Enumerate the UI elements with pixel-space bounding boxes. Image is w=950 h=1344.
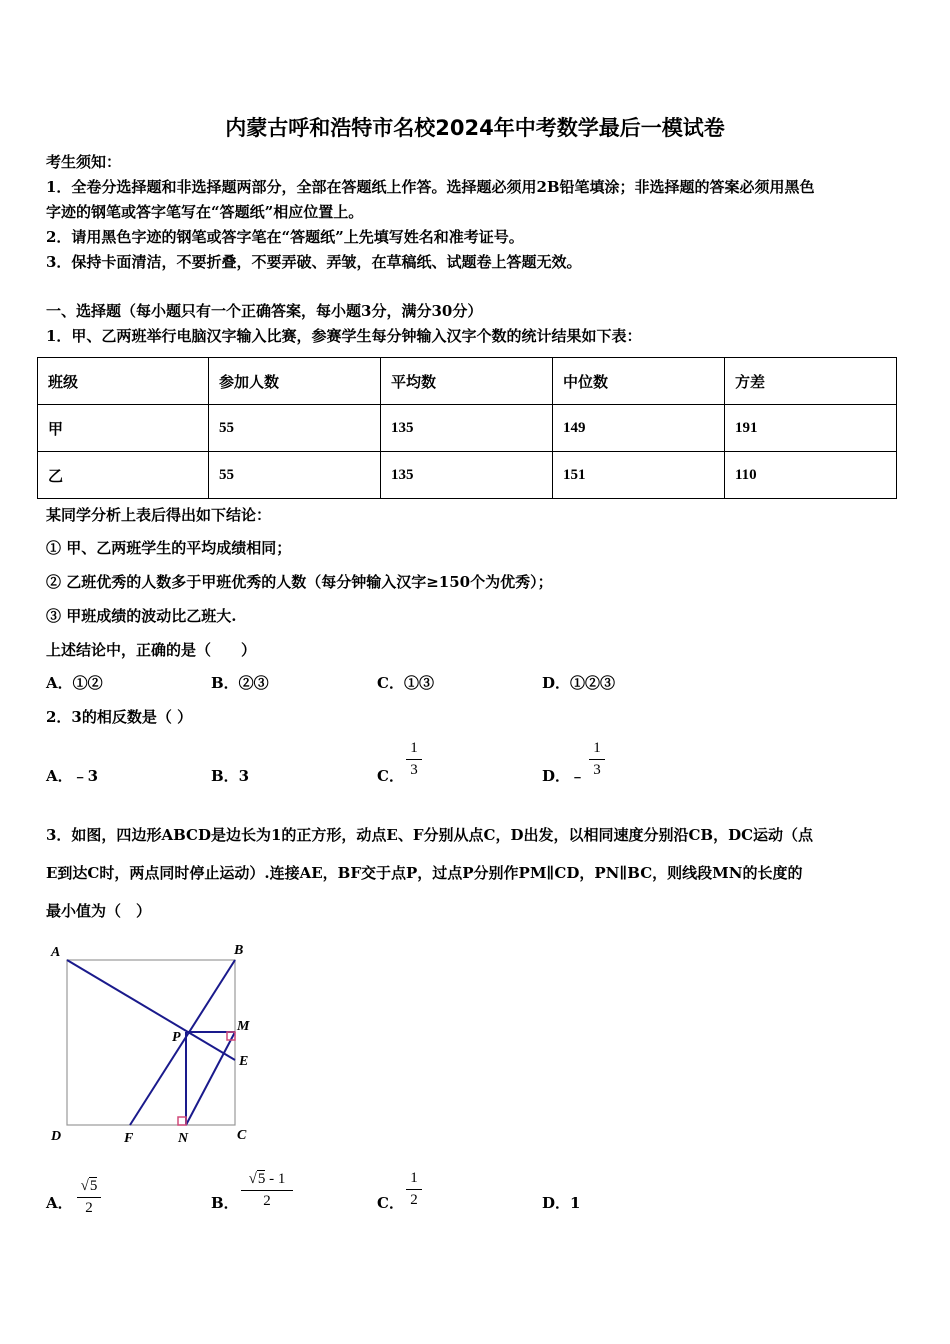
table-header-cell: 平均数 xyxy=(381,358,553,405)
conclusion-item: ① 甲、乙两班学生的平均成绩相同； xyxy=(46,539,292,557)
point-label-p: P xyxy=(172,1030,181,1045)
page-title: 内蒙古呼和浩特市名校2024年中考数学最后一模试卷 xyxy=(225,116,725,140)
table-cell: 135 xyxy=(381,452,553,499)
option-c[interactable]: C． xyxy=(377,1194,404,1212)
statistics-table xyxy=(37,357,897,499)
option-c[interactable]: C．①③ xyxy=(377,674,434,692)
point-label-f: F xyxy=(124,1131,134,1146)
table-cell: 55 xyxy=(209,405,381,452)
point-label-n: N xyxy=(178,1131,189,1146)
table-header-cell: 方差 xyxy=(725,358,897,405)
option-a[interactable]: A．﹣3 xyxy=(46,767,99,785)
table-header-cell: 班级 xyxy=(38,358,209,405)
radicand: 5 xyxy=(257,1171,266,1187)
segment-ae xyxy=(67,960,235,1060)
option-b[interactable]: B．3 xyxy=(211,767,250,785)
option-b[interactable]: B． xyxy=(211,1194,239,1212)
point-label-e: E xyxy=(239,1054,249,1069)
table-cell: 110 xyxy=(725,452,897,499)
fraction-numerator: 1 xyxy=(589,740,605,760)
notice-item: 2．请用黑色字迹的钢笔或答字笔在“答题纸”上先填写姓名和准考证号。 xyxy=(46,228,524,246)
fraction-numerator: 1 xyxy=(406,1170,422,1190)
numerator-rest: - 1 xyxy=(265,1171,286,1187)
point-label-d: D xyxy=(51,1129,62,1144)
segment-bf xyxy=(130,960,235,1125)
question-3-line: 最小值为（ ） xyxy=(46,902,152,920)
table-cell: 135 xyxy=(381,405,553,452)
table-cell: 149 xyxy=(553,405,725,452)
question-1-prompt: 上述结论中，正确的是（ ） xyxy=(46,641,257,659)
table-header-cell: 中位数 xyxy=(553,358,725,405)
option-d[interactable]: D．①②③ xyxy=(542,674,616,692)
notice-item: 字迹的钢笔或答字笔写在“答题纸”相应位置上。 xyxy=(46,203,364,221)
fraction-numerator: √5 xyxy=(77,1177,101,1198)
fraction-denominator: 3 xyxy=(410,762,418,778)
table-row xyxy=(38,405,897,452)
fraction-one-third xyxy=(589,740,605,779)
notice-item: 1．全卷分选择题和非选择题两部分，全部在答题纸上作答。选择题必须用2B铅笔填涂；非选择题的答案必须用黑色 xyxy=(46,178,815,196)
point-label-b: B xyxy=(234,943,244,958)
question-1-stem: 1．甲、乙两班举行电脑汉字输入比赛，参赛学生每分钟输入汉字个数的统计结果如下表： xyxy=(46,327,642,345)
fraction-one-third xyxy=(406,740,422,779)
table-cell: 甲 xyxy=(38,405,209,452)
table-row xyxy=(38,452,897,499)
option-b[interactable]: B．②③ xyxy=(211,674,269,692)
fraction-denominator: 2 xyxy=(263,1193,271,1209)
question-3-line: E到达C时，两点同时停止运动）.连接AE，BF交于点P，过点P分别作PM∥CD，PN∥BC，则线段MN的长度的 xyxy=(46,864,803,882)
square-outline xyxy=(67,960,235,1125)
point-label-c: C xyxy=(237,1128,247,1143)
fraction-denominator: 3 xyxy=(593,762,601,778)
conclusion-item: ③ 甲班成绩的波动比乙班大. xyxy=(46,607,237,625)
fraction-sqrt5-minus-1-over-2 xyxy=(241,1170,293,1210)
fraction-denominator: 2 xyxy=(410,1192,418,1208)
notice-heading: 考生须知： xyxy=(46,153,122,171)
fraction-denominator: 2 xyxy=(85,1200,93,1216)
table-cell: 55 xyxy=(209,452,381,499)
table-header-cell: 参加人数 xyxy=(209,358,381,405)
option-d[interactable]: D．﹣ xyxy=(542,767,586,785)
option-a[interactable]: A． xyxy=(46,1194,73,1212)
fraction-sqrt5-over-2 xyxy=(77,1177,101,1217)
table-cell: 151 xyxy=(553,452,725,499)
point-label-m: M xyxy=(237,1019,250,1034)
question-2-stem: 2．3的相反数是（ ） xyxy=(46,708,193,726)
analysis-text: 某同学分析上表后得出如下结论： xyxy=(46,506,272,524)
point-label-a: A xyxy=(51,945,61,960)
fraction-numerator: √5 - 1 xyxy=(241,1170,293,1191)
radicand: 5 xyxy=(89,1178,98,1194)
option-a[interactable]: A．①② xyxy=(46,674,103,692)
notice-item: 3．保持卡面清洁，不要折叠，不要弄破、弄皱，在草稿纸、试题卷上答题无效。 xyxy=(46,253,582,271)
table-header-row xyxy=(38,358,897,405)
fraction-one-half xyxy=(406,1170,422,1209)
option-d[interactable]: D．1 xyxy=(542,1194,581,1212)
right-angle-marker xyxy=(178,1117,186,1125)
table-cell: 乙 xyxy=(38,452,209,499)
table-cell: 191 xyxy=(725,405,897,452)
fraction-numerator: 1 xyxy=(406,740,422,760)
square-abcd-figure xyxy=(40,935,270,1150)
section-heading: 一、选择题（每小题只有一个正确答案，每小题3分，满分30分） xyxy=(46,302,483,320)
conclusion-item: ② 乙班优秀的人数多于甲班优秀的人数（每分钟输入汉字≥150个为优秀）； xyxy=(46,573,553,591)
question-3-line: 3．如图，四边形ABCD是边长为1的正方形，动点E、F分别从点C，D出发，以相同速度分别沿CB，DC运动（点 xyxy=(46,826,814,844)
option-c[interactable]: C． xyxy=(377,767,404,785)
